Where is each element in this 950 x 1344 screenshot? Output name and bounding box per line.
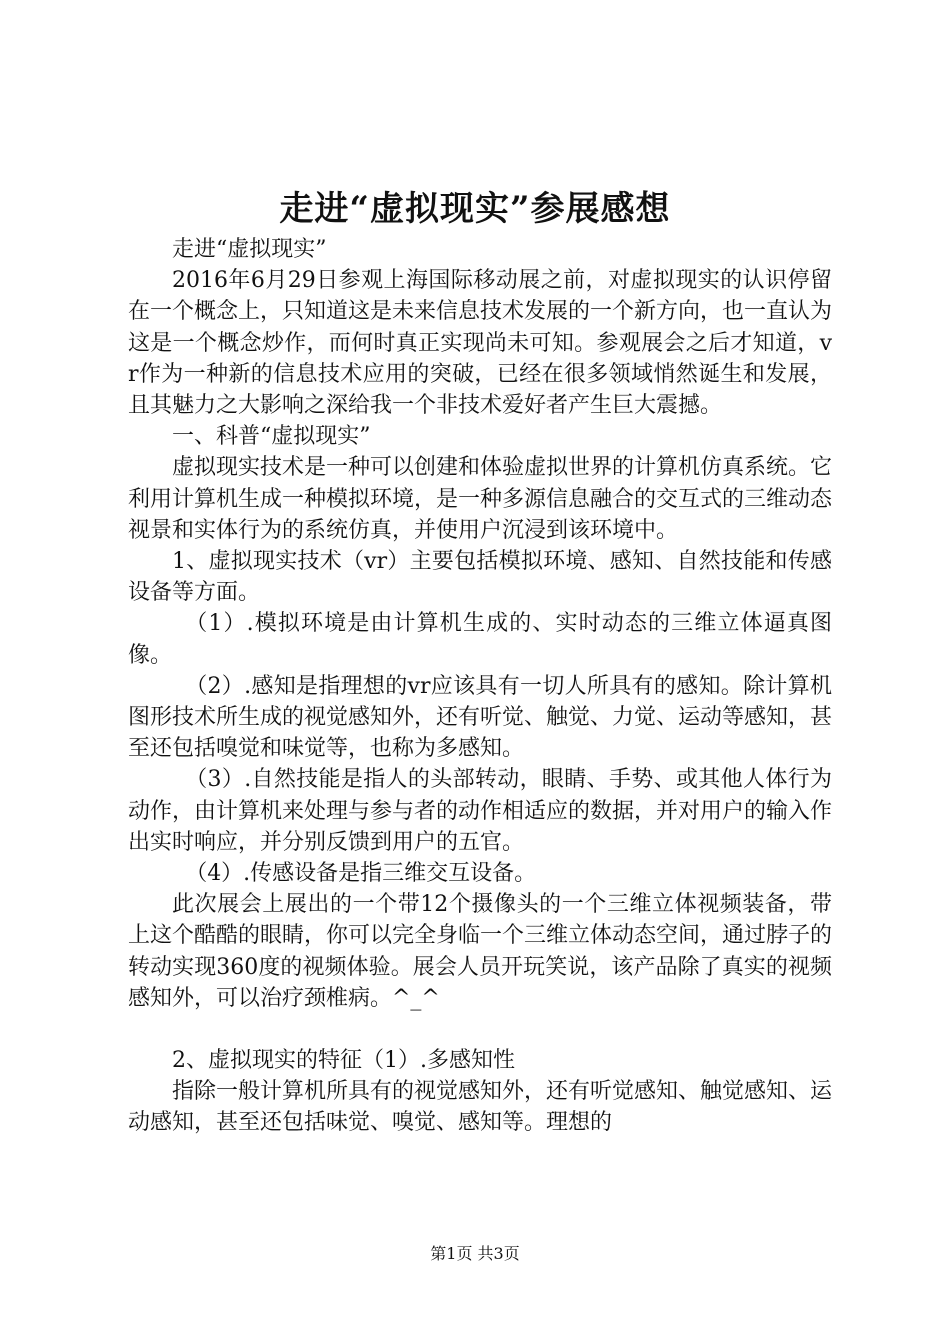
paragraph-point-2: 2、虚拟现实的特征（1）.多感知性 [172, 1048, 515, 1074]
paragraph-intro-heading: 走进“虚拟现实” [172, 237, 327, 262]
paragraph-item-2: （2）.感知是指理想的vr应该具有一切人所具有的感知。除计算机图形技术所生成的视觉感知外，还有听觉、触觉、力觉、运动等感知，甚至还包括嗅觉和味觉等，也称为多感知。 [128, 673, 833, 762]
paragraph-item-4: （4）.传感设备是指三维交互设备。 [185, 861, 537, 887]
document-body [128, 234, 832, 1139]
paragraph-spacer [128, 1014, 832, 1045]
paragraph-point-1: 1、虚拟现实技术（vr）主要包括模拟环境、感知、自然技能和传感设备等方面。 [128, 549, 832, 606]
document-title: 走进“虚拟现实”参展感想 [279, 189, 671, 229]
paragraph-multisense: 指除一般计算机所具有的视觉感知外，还有听觉感知、触觉感知、运动感知，甚至还包括味觉、嗅觉、感知等。理想的 [128, 1079, 833, 1136]
paragraph-intro: 2016年6月29日参观上海国际移动展之前，对虚拟现实的认识停留在一个概念上，只知道这是未来信息技术发展的一个新方向，也一直认为这是一个概念炒作，而何时真正实现尚未可知。参观展会之后才知道，vr作为一种新的信息技术应用的突破，已经在很多领域悄然诞生和发展，且其魅力之大影响之深给我一个非技术爱好者产生巨大震撼。 [128, 268, 833, 419]
paragraph-exhibit: 此次展会上展出的一个带12个摄像头的一个三维立体视频装备，带上这个酷酷的眼睛，你可以完全身临一个三维立体动态空间，通过脖子的转动实现360度的视频体验。展会人员开玩笑说，该产品除了真实的视频感知外，可以治疗颈椎病。^_^ [128, 892, 833, 1011]
section-heading-1: 一、科普“虚拟现实” [172, 424, 371, 450]
paragraph-item-1: （1）.模拟环境是由计算机生成的、实时动态的三维立体逼真图像。 [128, 611, 832, 668]
page-footer: 第1页 共3页 [430, 1244, 520, 1263]
paragraph-item-3: （3）.自然技能是指人的头部转动，眼睛、手势、或其他人体行为动作，由计算机来处理与参与者的动作相适应的数据，并对用户的输入作出实时响应，并分别反馈到用户的五官。 [128, 767, 833, 855]
paragraph-definition: 虚拟现实技术是一种可以创建和体验虚拟世界的计算机仿真系统。它利用计算机生成一种模拟环境，是一种多源信息融合的交互式的三维动态视景和实体行为的系统仿真，并使用户沉浸到该环境中。 [128, 455, 833, 543]
